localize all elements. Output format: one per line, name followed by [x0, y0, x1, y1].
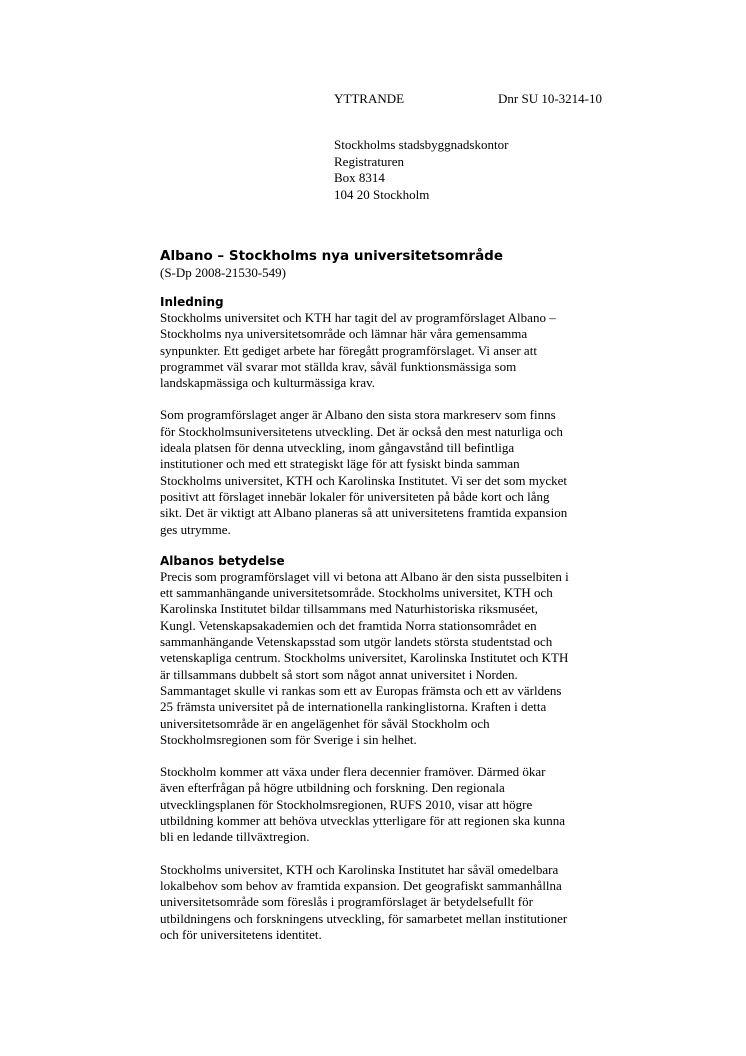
paragraph: Stockholms universitet, KTH och Karolinska Institutet har såväl omedelbara lokalbehov som behov av framtida expansion. Det geografiskt sammanhållna universitetsområde som föreslås i programförslaget är betydelsefullt för utbildningens och forskningens utveckling, för samarbetet mellan institutioner och för universitetens identitet. — [160, 861, 568, 942]
paragraph: Som programförslaget anger är Albano den sista stora markreserv som finns för Stockholmsuniversitetens utveckling. Det är också den mest naturliga och ideala platsen för denna utveckling, inom gångavstånd till befintliga institutioner och med ett strategiskt läge för att fysiskt binda samman Stockholms universitet, KTH och Karolinska Institutet. Vi ser det som mycket positivt att förslaget innebär lokaler för universiteten på både kort och lång sikt. Det är viktigt att Albano planeras så att universitetens framtida expansion ges utrymme. — [160, 407, 568, 537]
paragraph: Precis som programförslaget vill vi betona att Albano är den sista pusselbiten i ett sammanhängande universitetsområde. Stockholms universitet, KTH och Karolinska Institutet bildar tillsammans med Naturhistoriska riksmuséet, Kungl. Vetenskapsakademien och det framtida Norra stationsområdet en sammanhängande Vetenskapsstad som utgör landets största studentstad och vetenskapliga centrum. Stockholms universitet, Karolinska Institutet och KTH är tillsammans dubbelt så stort som något annat universitet i Norden. Sammantaget skulle vi rankas som ett av Europas främsta och ett av världens 25 främsta universitet på de internationella rankinglistorna. Kraften i detta universitetsområde är en angelägenhet för såväl Stockholm och Stockholmsregionen som för Sverige i sin helhet. — [160, 568, 569, 747]
document-type: YTTRANDE — [334, 91, 405, 106]
document-body — [160, 247, 600, 959]
document-reference: (S-Dp 2008-21530-549) — [160, 265, 287, 280]
address-line: Stockholms stadsbyggnadskontor — [334, 137, 509, 152]
paragraph: Stockholm kommer att växa under flera decennier framöver. Därmed ökar även efterfrågan på högre utbildning och forskning. Den regionala utvecklingsplanen för Stockholmsregionen, RUFS 2010, visar att högre utbildning kommer att behöva utvecklas ytterligare för att regionen ska kunna bli en ledande tillväxtregion. — [160, 764, 566, 845]
diary-number: Dnr SU 10-3214-10 — [498, 91, 602, 106]
section-heading: Inledning — [160, 295, 224, 309]
document-title: Albano – Stockholms nya universitetsområde — [160, 248, 504, 264]
paragraph: Stockholms universitet och KTH har tagit del av programförslaget Albano – Stockholms nya universitetsområde och lämnar här våra gemensamma synpunkter. Ett gediget arbete har föregått programförslaget. Vi anser att programmet väl svarar mot ställda krav, såväl funktionsmässiga som landskapmässiga och kulturmässiga krav. — [160, 310, 556, 391]
address-line: Registraturen — [334, 153, 405, 169]
section-inledning — [160, 295, 600, 538]
section-albanos-betydelse — [160, 554, 600, 943]
section-heading: Albanos betydelse — [160, 553, 285, 568]
address-line: Box 8314 — [334, 170, 385, 185]
address-line: 104 20 Stockholm — [334, 186, 430, 202]
recipient-address — [334, 137, 508, 203]
